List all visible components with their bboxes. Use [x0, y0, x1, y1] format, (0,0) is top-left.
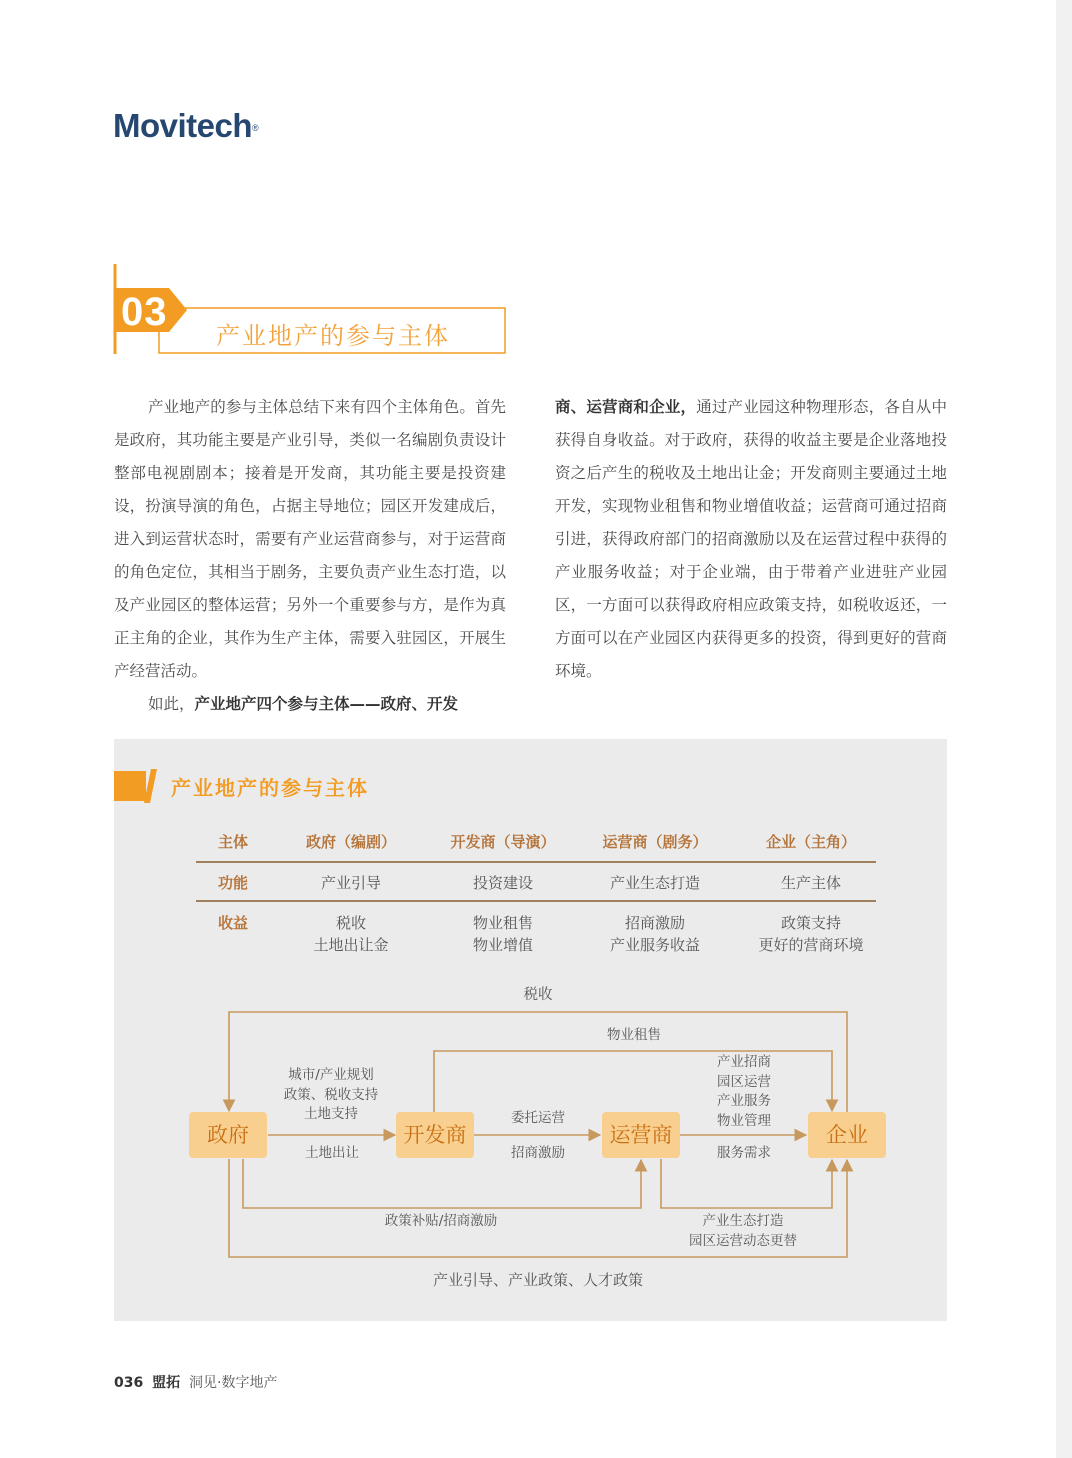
brand-logo: Movitech® [113, 107, 259, 144]
table-cell: 税收 土地出让金 [313, 914, 389, 954]
section-header [113, 264, 513, 360]
flow-label-subsidy: 政策补贴/招商激励 [384, 1213, 498, 1229]
table-cell: 企业（主角） [765, 833, 856, 851]
table-cell: 产业生态打造 [609, 874, 700, 892]
paragraph: 商、运营商和企业，通过产业园这种物理形态，各自从中获得自身收益。对于政府，获得的收益主要是企业落地投资之后产生的税收及土地出让金；开发商则主要通过土地开发，实现物业租售和物业增值收益；运营商可通过招商引进，获得政府部门的招商激励以及在运营过程中获得的产业服务收益；对于企业端，由于带着产业进驻产业园区，一方面可以获得政府相应政策支持，如税收返还，一方面可以在产业园区内获得更多的投资，得到更好的营商环境。 [555, 398, 947, 680]
flow-label-lease: 物业租售 [607, 1027, 661, 1043]
table-cell: 产业引导 [320, 874, 381, 892]
flow-label-entrust: 委托运营 [511, 1110, 565, 1126]
flow-label-ecology: 产业生态打造 园区运营动态更替 [689, 1213, 797, 1249]
node-operator: 运营商 [602, 1112, 680, 1158]
figure-title: 产业地产的参与主体 [171, 776, 369, 800]
table-cell: 物业租售 物业增值 [472, 914, 533, 954]
table-cell: 收益 [217, 914, 248, 932]
node-enterprise: 企业 [808, 1112, 886, 1158]
figure-panel [114, 739, 947, 1321]
table-cell: 政府（编剧） [305, 833, 396, 851]
table-cell: 政策支持 更好的营商环境 [758, 914, 864, 954]
section-number: 03 [121, 290, 168, 334]
page-footer [114, 1372, 278, 1392]
node-government: 政府 [189, 1112, 267, 1158]
flow-label-demand: 服务需求 [717, 1145, 771, 1161]
page-number: 036 [114, 1375, 144, 1391]
flow-label-incentive: 招商激励 [511, 1145, 565, 1161]
flow-label-land-sale: 土地出让 [305, 1145, 359, 1161]
footer-brand: 盟拓 [152, 1375, 181, 1391]
node-developer: 开发商 [396, 1112, 474, 1158]
table-cell: 开发商（导演） [450, 833, 556, 851]
page-edge [1056, 0, 1072, 1458]
flow-diagram-connectors [114, 739, 947, 1321]
flow-label-tax: 税收 [523, 987, 553, 1003]
table-cell: 主体 [217, 833, 248, 851]
footer-publication: 洞见·数字地产 [189, 1375, 278, 1391]
flow-label-planning: 城市/产业规划 政策、税收支持 土地支持 [283, 1067, 379, 1122]
table-cell: 生产主体 [780, 874, 841, 892]
body-right-column [555, 391, 947, 688]
table-cell: 招商激励 产业服务收益 [609, 914, 700, 954]
table-cell: 运营商（剧务） [602, 833, 708, 851]
flow-label-services: 产业招商 园区运营 产业服务 物业管理 [717, 1054, 771, 1129]
body-left-column [114, 391, 506, 721]
section-title: 产业地产的参与主体 [216, 322, 450, 350]
paragraph: 产业地产的参与主体总结下来有四个主体角色。首先是政府，其功能主要是产业引导，类似一名编剧负责设计整部电视剧剧本；接着是开发商，其功能主要是投资建设，扮演导演的角色，占据主导地位；园区开发建成后，进入到运营状态时，需要有产业运营商参与，对于运营商的角色定位，其相当于剧务，主要负责产业生态打造，以及产业园区的整体运营；另外一个重要参与方，是作为真正主角的企业，其作为生产主体，需要入驻园区，开展生产经营活动。 [114, 398, 506, 680]
table-cell: 投资建设 [472, 874, 533, 892]
table-cell: 功能 [217, 874, 248, 892]
paragraph: 如此，产业地产四个参与主体——政府、开发 [148, 695, 459, 713]
flow-label-policy: 产业引导、产业政策、人才政策 [432, 1271, 643, 1289]
